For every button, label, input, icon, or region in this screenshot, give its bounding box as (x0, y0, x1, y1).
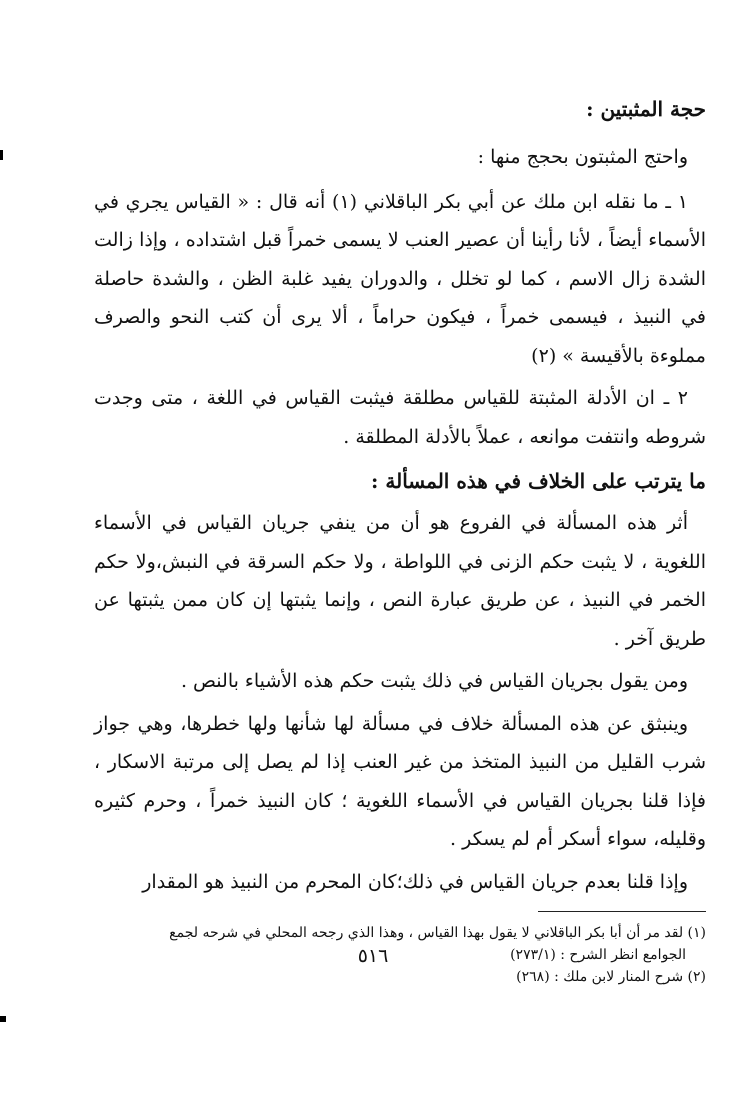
page-number: ٥١٦ (357, 945, 389, 967)
page-body (94, 92, 706, 988)
section-heading-proponents: حجة المثبتين : (586, 97, 706, 121)
consequence-paragraph-1: أثر هذه المسألة في الفروع هو أن من ينفي جريان القياس في الأسماء اللغوية ، لا يثبت حكم الزنى في اللواطة ، ولا حكم السرقة في النبش،ولا حكم الخمر في النبيذ ، عن طريق عبارة النص ، وإنما يثبتها إن كان ممن يثبتها عن طريق آخر . (94, 512, 706, 650)
footnote-divider (538, 911, 706, 912)
footnote-2: (٢) شرح المنار لابن ملك : (٢٦٨) (516, 969, 706, 985)
scan-edge-mark-bottom (0, 1016, 6, 1022)
consequence-paragraph-3: وينبثق عن هذه المسألة خلاف في مسألة لها شأنها ولها خطرها، وهي جواز شرب القليل من النبيذ المتخذ من غير العنب إذا لم يصل إلى مرتبة الاسكار ، فإذا قلنا بجريان القياس في الأسماء اللغوية ؛ كان النبيذ خمراً ، وحرم كثيره وقليله، سواء أسكر أم لم يسكر . (94, 712, 706, 850)
argument-1-paragraph: ١ ـ ما نقله ابن ملك عن أبي بكر الباقلاني (١) أنه قال : « القياس يجري في الأسماء أيضاً ، لأنا رأينا أن عصير العنب لا يسمى خمراً قبل اشتداده ، وإذا زالت الشدة زال الاسم ، كما لو تخلل ، والدوران يفيد غلبة الظن ، والشدة حاصلة في النبيذ ، فيسمى خمراً ، فيكون حراماً ، ألا يرى أن كتب النحو والصرف مملوءة بالأقيسة » (٢) (94, 190, 706, 367)
consequence-paragraph-4: وإذا قلنا بعدم جريان القياس في ذلك؛كان المحرم من النبيذ هو المقدار (142, 870, 688, 893)
consequence-paragraph-2: ومن يقول بجريان القياس في ذلك يثبت حكم هذه الأشياء بالنص . (180, 670, 688, 692)
footnote-1-line-2: الجوامع انظر الشرح : (٢٧٣/١) (510, 947, 686, 963)
argument-2-paragraph: ٢ ـ ان الأدلة المثبتة للقياس مطلقة فيثبت القياس في اللغة ، متى وجدت شروطه وانتفت موانعه ، عملاً بالأدلة المطلقة . (94, 387, 706, 448)
scan-edge-mark-top (0, 150, 3, 160)
footnote-1-line-1: (١) لقد مر أن أبا بكر الباقلاني لا يقول بهذا القياس ، وهذا الذي رجحه المحلي في شرحه لجمع (169, 925, 706, 941)
section-heading-consequences: ما يترتب على الخلاف في هذه المسألة : (371, 469, 706, 493)
intro-paragraph: واحتج المثبتون بحجج منها : (477, 146, 688, 168)
